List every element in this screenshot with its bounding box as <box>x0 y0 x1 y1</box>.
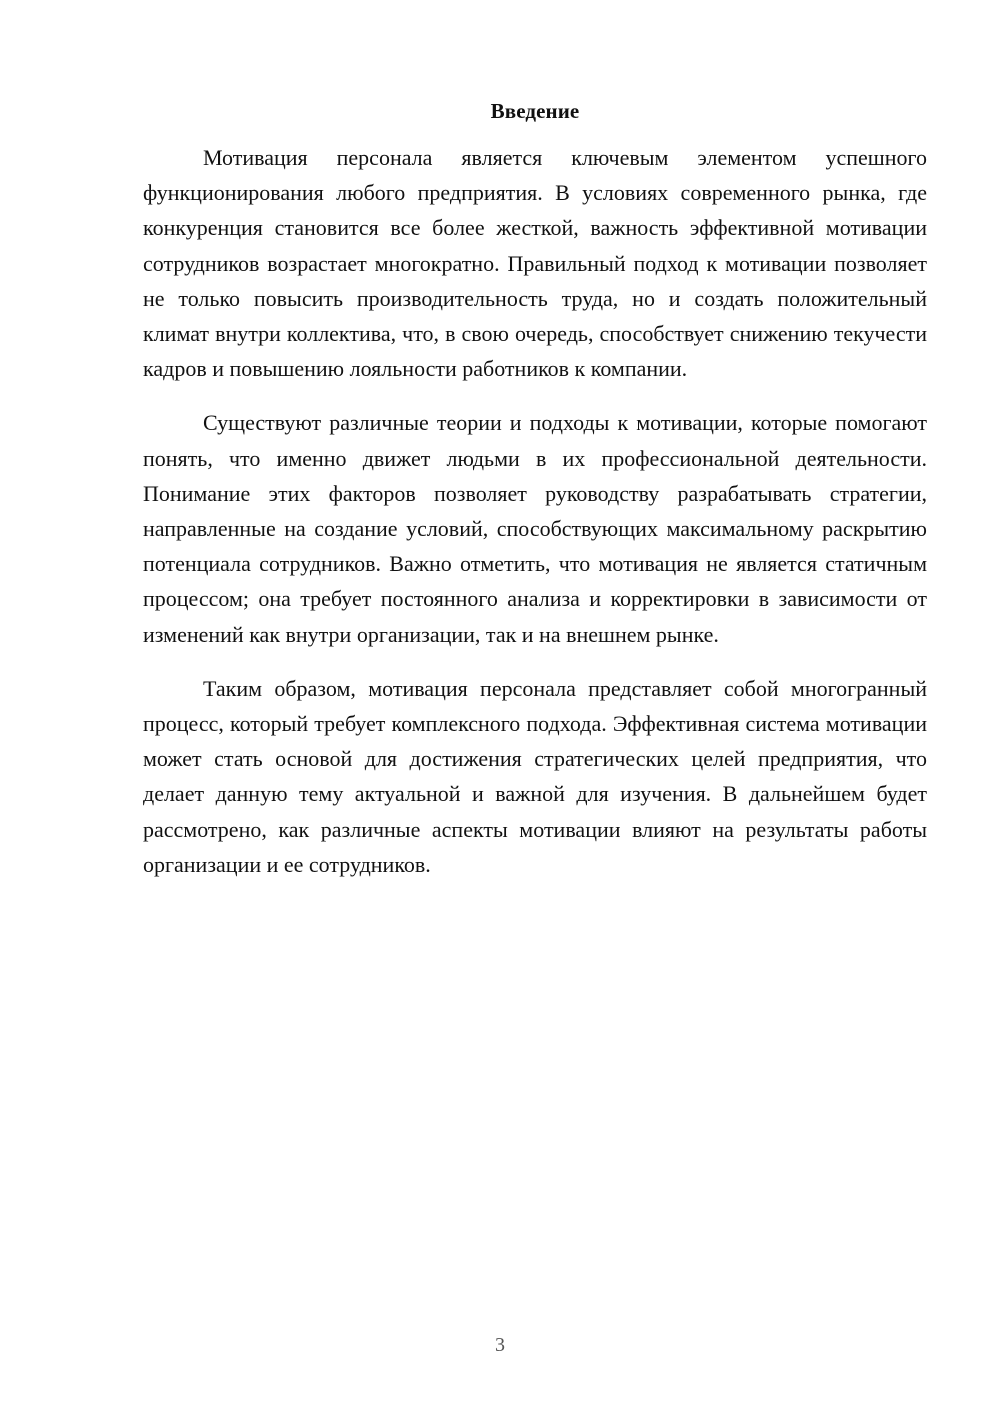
section-heading: Введение <box>490 99 580 123</box>
page-number: 3 <box>495 1334 505 1356</box>
paragraph-2: Существуют различные теории и подходы к мотивации, которые помогают понять, что именно движет людьми в их профессиональной деятельности. Понимание этих факторов позволяет руководству разрабатывать стратегии, направленные на создание условий, способствующих максимальному раскрытию потенциала сотрудников. Важно отметить, что мотивация не является статичным процессом; она требует постоянного анализа и корректировки в зависимости от изменений как внутри организации, так и на внешнем рынке. <box>143 410 927 647</box>
paragraph-3: Таким образом, мотивация персонала представляет собой многогранный процесс, который требует комплексного подхода. Эффективная система мотивации может стать основой для достижения стратегических целей предприятия, что делает данную тему актуальной и важной для изучения. В дальнейшем будет рассмотрено, как различные аспекты мотивации влияют на результаты работы организации и ее сотрудников. <box>143 675 927 877</box>
page-content <box>143 96 927 901</box>
paragraph-1: Мотивация персонала является ключевым элементом успешного функционирования любого предприятия. В условиях современного рынка, где конкуренция становится все более жесткой, важность эффективной мотивации сотрудников возрастает многократно. Правильный подход к мотивации позволяет не только повысить производительность труда, но и создать положительный климат внутри коллектива, что, в свою очередь, способствует снижению текучести кадров и повышению лояльности работников к компании. <box>143 145 927 382</box>
